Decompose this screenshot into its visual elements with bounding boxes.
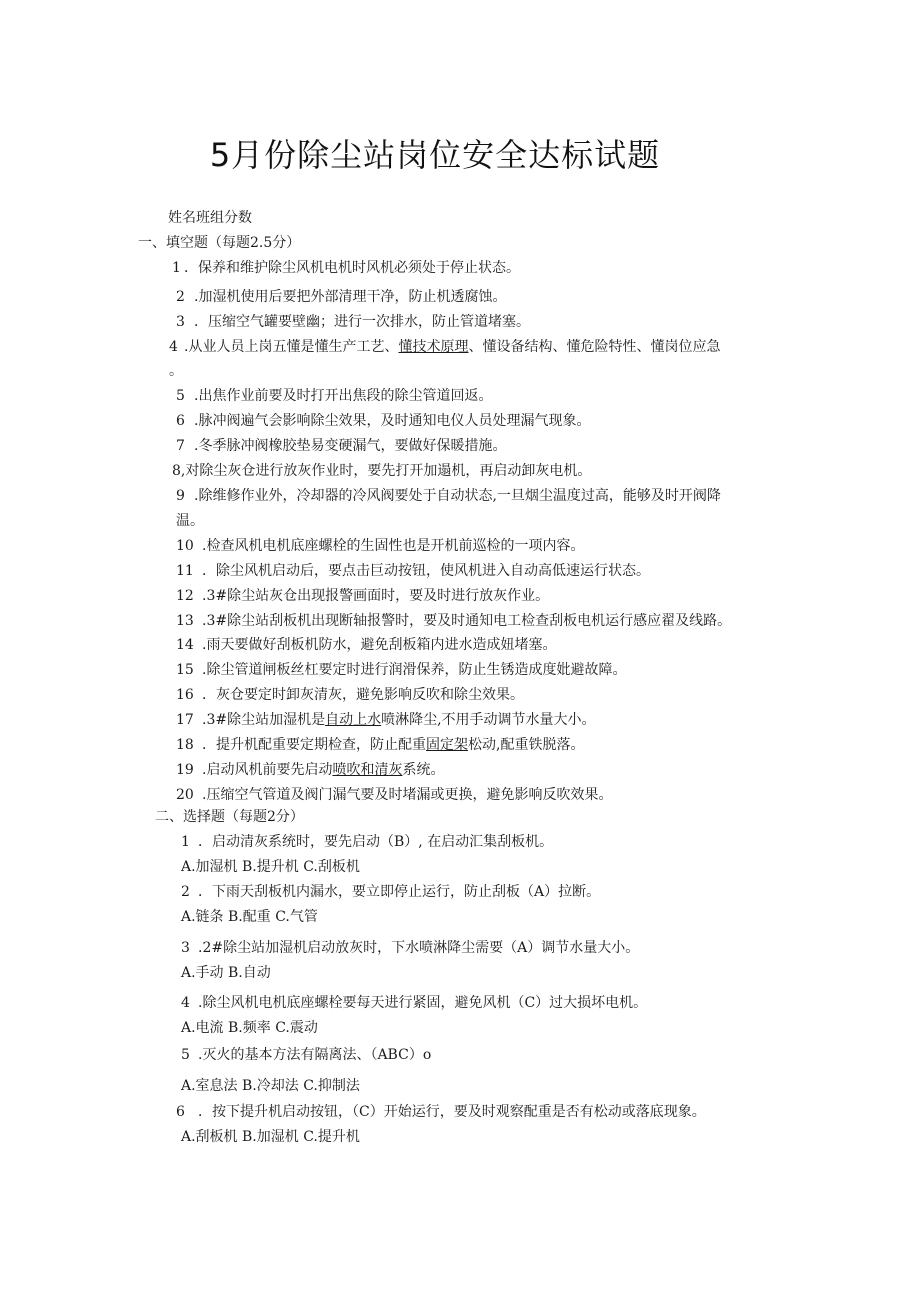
choice-question-text: A.室息法 B.冷却法 C.抑制法 xyxy=(181,1078,360,1094)
fill-question-text: ．除尘风机启动后，要点击巨动按钮，使风机进入自动高低速运行状态。 xyxy=(202,563,650,579)
choice-question-number: 3 xyxy=(181,940,190,956)
question-text-post: 、懂设备结构、懂危险特性、懂岗位应急 xyxy=(468,339,721,355)
fill-question-text: 温。 xyxy=(176,513,204,529)
fill-question-text: ．灰仓要定时卸灰清灰，避免影响反吹和除尘效果。 xyxy=(202,687,524,703)
fill-question-number: 13 xyxy=(176,613,194,629)
underlined-answer: 懂技术原理 xyxy=(398,339,469,355)
fill-question-number: 7 xyxy=(176,438,185,454)
choice-question-text: A.手动 B.自动 xyxy=(181,965,271,981)
choice-question-number: 5 xyxy=(181,1047,190,1063)
choice-question-text: .2#除尘站加湿机启动放灰时，下水喷淋降尘需要（A）调节水量大小。 xyxy=(198,940,640,956)
fill-question-number: 19 xyxy=(176,762,194,778)
choice-question-text: ．下雨天刮板机内漏水，要立即停止运行，防止刮板（A）拉断。 xyxy=(198,884,601,900)
fill-question-number: 16 xyxy=(176,687,194,703)
fill-question-number: 17 xyxy=(176,712,194,728)
underlined-answer: 固定架 xyxy=(426,737,468,753)
fill-question-number: 15 xyxy=(176,662,194,678)
fill-question-text xyxy=(184,338,720,356)
fill-question-number: 20 xyxy=(176,787,194,803)
choice-question-number: 1 xyxy=(181,834,190,850)
fill-question-number: 12 xyxy=(176,588,194,604)
fill-question-text: .出焦作业前要及时打开出焦段的除尘管道回返。 xyxy=(194,388,493,404)
choice-question-number: 4 xyxy=(181,995,190,1011)
question-text-post: 喷淋降尘,不用手动调节水量大小。 xyxy=(381,712,596,728)
question-text-pre: .从业人员上岗五懂是懂生产工艺、 xyxy=(184,339,399,355)
fill-question-text xyxy=(202,711,596,729)
fill-question-text: .3#除尘站刮板机出现断轴报警时，要及时通知电工检查刮板电机运行感应翟及线路。 xyxy=(202,613,732,629)
choice-question-text: .灭火的基本方法有隔离法、（ABC）o xyxy=(198,1047,432,1063)
question-text-post: 系统。 xyxy=(402,762,445,778)
fill-question-text xyxy=(202,761,444,779)
choice-question-text: A.刮板机 B.加湿机 C.提升机 xyxy=(181,1129,360,1145)
fill-question-number: 4 xyxy=(169,339,178,355)
fill-question-text: .加湿机使用后要把外部清理干净，防止机透腐蚀。 xyxy=(194,289,507,305)
fill-question-text: .脉冲阀遍气会影响除尘效果，及时通知电仪人员处理漏气现象。 xyxy=(194,413,591,429)
question-text-post: 松动,配重铁脱落。 xyxy=(468,737,585,753)
fill-question-text: .冬季脉冲阀橡胶垫易变硬漏气，要做好保暖措施。 xyxy=(194,438,507,454)
fill-question-text: 。 xyxy=(169,363,183,379)
fill-question-number: 2 xyxy=(176,289,185,305)
fill-question-number: 6 xyxy=(176,413,185,429)
choice-question-text: ．按下提升机启动按钮，（C）开始运行，要及时观察配重是否有松动或落底现象。 xyxy=(198,1104,706,1120)
fill-question-number: 14 xyxy=(176,637,194,653)
fill-question-number: 1 xyxy=(172,260,181,276)
fill-question-number: 5 xyxy=(176,388,185,404)
fill-question-text: .3#除尘站灰仓出现报警画面时，要及时进行放灰作业。 xyxy=(202,588,550,604)
fill-question-text: .雨天要做好刮板机防水，避免刮板箱内进水造成妞堵塞。 xyxy=(202,637,557,653)
underlined-answer: 喷吹和清灰 xyxy=(332,762,403,778)
fill-question-text xyxy=(202,736,584,754)
fill-question-number: 9 xyxy=(176,488,185,504)
fill-question-number: 3 xyxy=(176,314,185,330)
fill-question-text: ．保养和维护除尘风机电机时风机必须处于停止状态。 xyxy=(184,260,520,276)
choice-question-text: A.链条 B.配重 C.气管 xyxy=(181,909,318,925)
question-text-pre: .3#除尘站加湿机是 xyxy=(202,712,326,728)
choice-question-number: 6 xyxy=(176,1104,185,1120)
page-title: 5月份除尘站岗位安全达标试题 xyxy=(209,136,661,174)
fill-question-text: .检查风机电机底座螺栓的生固性也是开机前巡检的一项内容。 xyxy=(202,538,585,554)
fill-question-text: 8,对除尘灰仓进行放灰作业时，要先打开加遢机，再启动卸灰电机。 xyxy=(172,463,592,479)
section-2-heading: 二、选择题（每题2分） xyxy=(155,809,304,825)
choice-question-text: ．启动清灰系统时，要先启动（B）, 在启动汇集刮板机。 xyxy=(198,834,554,850)
choice-question-text: A.加湿机 B.提升机 C.刮板机 xyxy=(181,859,360,875)
fill-question-text: .除维修作业外，冷却器的冷风阀要处于自动状态,一旦烟尘温度过高，能够及时开阀降 xyxy=(194,488,721,504)
choice-question-text: A.电流 B.频率 C.震动 xyxy=(181,1020,318,1036)
choice-question-text: .除尘风机电机底座螺栓要每天进行紧固，避免风机（C）过大损坏电机。 xyxy=(198,995,648,1011)
fill-question-text: ．压缩空气罐要壁幽；进行一次排水，防止管道堵塞。 xyxy=(194,314,530,330)
question-text-pre: ．提升机配重要定期检查，防止配重 xyxy=(202,737,426,753)
question-text-pre: .启动风机前要先启动 xyxy=(202,762,333,778)
section-1-heading: 一、填空题（每题2.5分） xyxy=(138,235,301,251)
fill-question-text: .除尘管道闸板丝杠要定时进行润滑保养，防止生锈造成度妣避故障。 xyxy=(202,662,627,678)
fill-question-number: 10 xyxy=(176,538,194,554)
underlined-answer: 自动上水 xyxy=(325,712,382,728)
fill-question-number: 11 xyxy=(176,563,194,579)
fill-question-number: 18 xyxy=(176,737,194,753)
student-info-line: 姓名班组分数 xyxy=(168,210,252,226)
fill-question-text: .压缩空气管道及阀门漏气要及时堵漏或更换，避免影响反吹效果。 xyxy=(202,787,613,803)
choice-question-number: 2 xyxy=(181,884,190,900)
